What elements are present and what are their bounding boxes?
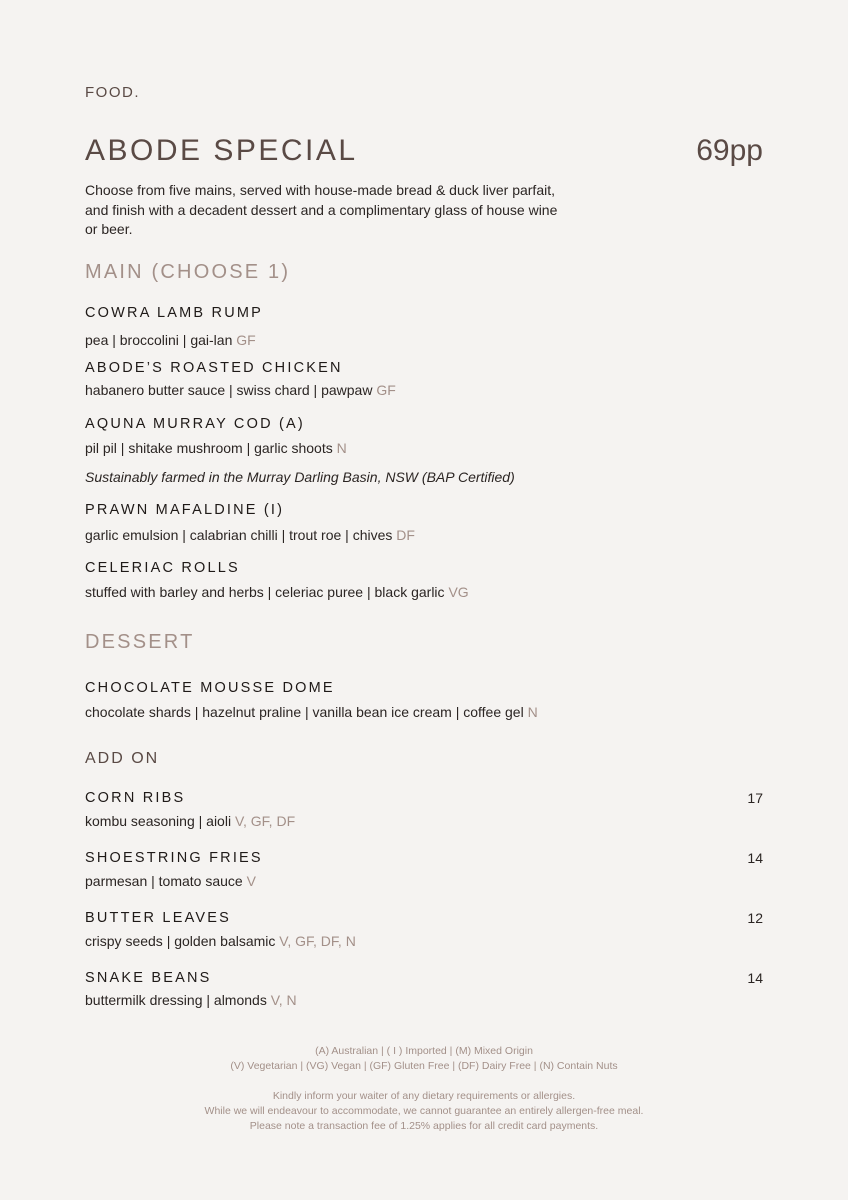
item-name: SHOESTRING FRIES — [85, 850, 263, 866]
item-name: CELERIAC ROLLS — [85, 560, 240, 576]
dietary-tags: V, GF, DF, N — [279, 933, 356, 949]
intro-text: Choose from five mains, served with house-made bread & duck liver parfait, and finish with a decadent dessert and a complimentary glass of house wine or beer. — [85, 182, 558, 237]
section-heading-addon: ADD ON — [85, 750, 160, 767]
dietary-tags: V, GF, DF — [234, 813, 296, 829]
set-price: 69pp — [696, 134, 763, 167]
dietary-tags: VG — [448, 584, 469, 600]
page-title: ABODE SPECIAL — [85, 134, 358, 167]
section-heading-dessert: DESSERT — [85, 631, 195, 653]
dietary-tags: V — [246, 873, 256, 889]
item-price: 14 — [747, 970, 763, 986]
menu-kicker: FOOD. — [85, 84, 140, 101]
dietary-tags: N — [336, 440, 347, 456]
item-description: kombu seasoning | aioli V, GF, DF — [85, 813, 296, 829]
item-name: BUTTER LEAVES — [85, 910, 231, 926]
item-description: pil pil | shitake mushroom | garlic shoots N — [85, 440, 347, 456]
dietary-tags: V, N — [270, 992, 297, 1008]
item-description: chocolate shards | hazelnut praline | vanilla bean ice cream | coffee gel N — [85, 704, 538, 720]
sourcing-note: Sustainably farmed in the Murray Darling Basin, NSW (BAP Certified) — [85, 469, 515, 485]
item-description: stuffed with barley and herbs | celeriac puree | black garlic VG — [85, 584, 469, 600]
item-price: 12 — [747, 910, 763, 926]
dietary-tags: GF — [376, 382, 396, 398]
item-name: CORN RIBS — [85, 790, 186, 806]
item-name: CHOCOLATE MOUSSE DOME — [85, 680, 335, 696]
item-description: garlic emulsion | calabrian chilli | trout roe | chives DF — [85, 527, 415, 543]
item-price: 17 — [747, 790, 763, 806]
dietary-legend: (V) Vegetarian | (VG) Vegan | (GF) Gluten Free | (DF) Dairy Free | (N) Contain Nuts — [230, 1060, 618, 1072]
dietary-tags: DF — [396, 527, 415, 543]
origin-legend: (A) Australian | ( I ) Imported | (M) Mixed Origin — [315, 1045, 533, 1057]
item-description: habanero butter sauce | swiss chard | pawpaw GF — [85, 382, 396, 398]
item-description: buttermilk dressing | almonds V, N — [85, 992, 297, 1008]
item-name: PRAWN MAFALDINE (I) — [85, 502, 285, 518]
allergy-disclaimer: While we will endeavour to accommodate, we cannot guarantee an entirely allergen-free meal. — [204, 1105, 644, 1117]
section-heading-main: MAIN (CHOOSE 1) — [85, 261, 291, 283]
item-name: SNAKE BEANS — [85, 970, 212, 986]
dietary-tags: GF — [236, 332, 256, 348]
item-description: pea | broccolini | gai-lan GF — [85, 332, 256, 348]
item-name: COWRA LAMB RUMP — [85, 305, 264, 321]
item-description: crispy seeds | golden balsamic V, GF, DF, N — [85, 933, 356, 949]
item-name: ABODE’S ROASTED CHICKEN — [85, 360, 343, 376]
item-price: 14 — [747, 850, 763, 866]
dietary-tags: N — [527, 704, 538, 720]
allergy-notice: Kindly inform your waiter of any dietary requirements or allergies. — [272, 1090, 576, 1102]
item-description: parmesan | tomato sauce V — [85, 873, 256, 889]
card-fee-notice: Please note a transaction fee of 1.25% applies for all credit card payments. — [249, 1120, 599, 1132]
item-name: AQUNA MURRAY COD (A) — [85, 416, 305, 432]
